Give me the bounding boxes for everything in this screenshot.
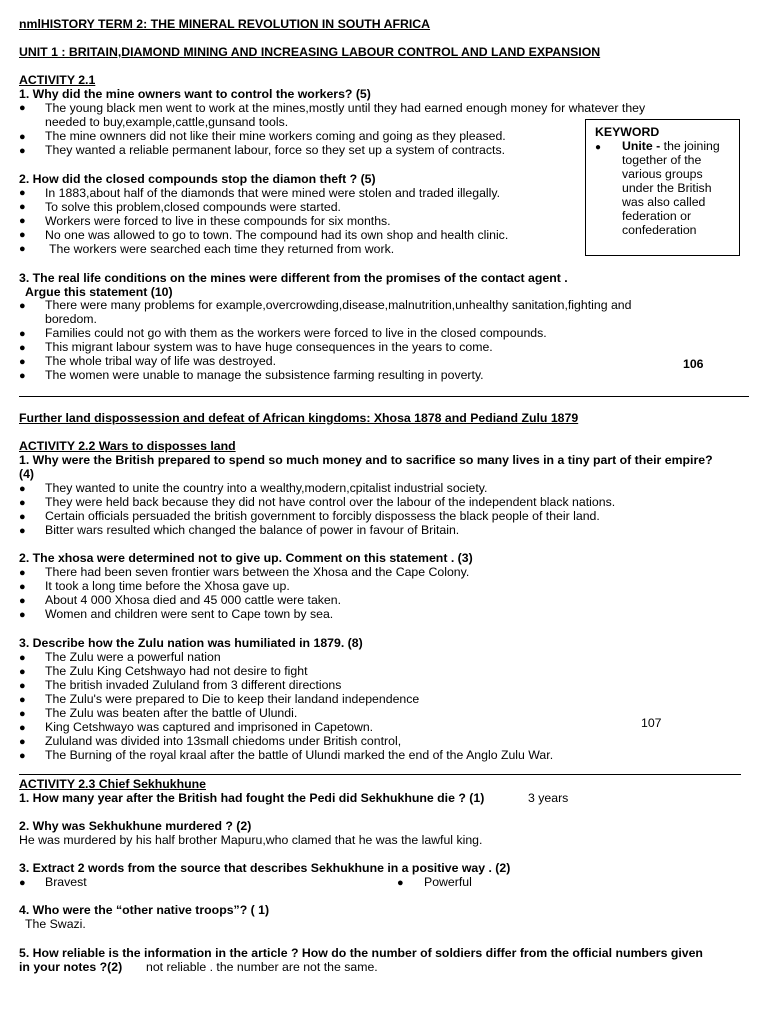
question-continued: (4) xyxy=(19,467,35,481)
section-heading: Further land dispossession and defeat of African kingdoms: Xhosa 1878 and Pediand Zulu 1879 xyxy=(19,411,579,425)
bullet: ● xyxy=(19,694,26,706)
bullet: ● xyxy=(19,145,26,157)
bullet: ● xyxy=(19,342,26,354)
bullet: ● xyxy=(19,215,26,227)
bullet: ● xyxy=(19,666,26,678)
answer-item: The whole tribal way of life was destroyed. xyxy=(45,354,277,368)
question: 2. The xhosa were determined not to give up. Comment on this statement . (3) xyxy=(19,551,473,565)
answer-item: Zululand was divided into 13small chiedoms under British control, xyxy=(45,734,402,748)
answer-text: not reliable . the number are not the same. xyxy=(146,960,378,974)
answer-item: They wanted to unite the country into a wealthy,modern,cpitalist industrial society. xyxy=(45,481,488,495)
bullet: ● xyxy=(19,750,26,762)
bullet: ● xyxy=(19,370,26,382)
keyword-term: Unite - xyxy=(622,139,664,153)
answer-item: Bitter wars resulted which changed the balance of power in favour of Britain. xyxy=(45,523,460,537)
question: 2. How did the closed compounds stop the diamon theft ? (5) xyxy=(19,172,376,186)
answer-item: The workers were searched each time they returned from work. xyxy=(49,242,395,256)
answer-item: To solve this problem,closed compounds were started. xyxy=(45,200,341,214)
activity-heading: ACTIVITY 2.1 xyxy=(19,73,96,87)
bullet: ● xyxy=(19,229,26,241)
question: 5. How reliable is the information in the article ? How do the number of soldiers differ from the official numbers given xyxy=(19,946,703,960)
answer-item: There were many problems for example,overcrowding,disease,malnutrition,unhealthy sanitation,fighting and xyxy=(45,298,632,312)
keyword-line: together of the xyxy=(622,153,702,167)
keyword-line: was also called xyxy=(622,195,706,209)
keyword-line: confederation xyxy=(622,223,697,237)
keyword-line: various groups xyxy=(622,167,703,181)
answer-item: About 4 000 Xhosa died and 45 000 cattle were taken. xyxy=(45,593,342,607)
answer-item: The Zulu King Cetshwayo had not desire to fight xyxy=(45,664,308,678)
question: 1. How many year after the British had fought the Pedi did Sekhukhune die ? (1) xyxy=(19,791,485,805)
bullet: ● xyxy=(19,497,26,509)
answer-item: Bravest xyxy=(45,875,87,889)
bullet: ● xyxy=(19,511,26,523)
answer-item: Women and children were sent to Cape town by sea. xyxy=(45,607,334,621)
bullet: ● xyxy=(19,609,26,621)
activity-heading: ACTIVITY 2.3 Chief Sekhukhune xyxy=(19,777,206,791)
bullet: ● xyxy=(19,722,26,734)
bullet: ● xyxy=(19,877,26,889)
answer-item: It took a long time before the Xhosa gave up. xyxy=(45,579,290,593)
answer-item: King Cetshwayo was captured and imprisoned in Capetown. xyxy=(45,720,374,734)
question: 1. Why did the mine owners want to control the workers? (5) xyxy=(19,87,371,101)
answer-item: The Burning of the royal kraal after the battle of Ulundi marked the end of the Anglo Zulu War. xyxy=(45,748,554,762)
answer-text: 3 years xyxy=(528,791,569,805)
answer-text: He was murdered by his half brother Mapuru,who clamed that he was the lawful king. xyxy=(19,833,483,847)
page-number: 107 xyxy=(641,716,662,730)
answer-text: The Swazi. xyxy=(25,917,86,931)
answer-item: They wanted a reliable permanent labour, force so they set up a system of contracts. xyxy=(45,143,506,157)
answer-item: Powerful xyxy=(424,875,472,889)
question: 4. Who were the “other native troops”? ( 1) xyxy=(19,903,270,917)
answer-item: This migrant labour system was to have huge consequences in the years to come. xyxy=(45,340,493,354)
answer-item: They were held back because they did not have control over the labour of the independent black nations. xyxy=(45,495,616,509)
answer-item: In 1883,about half of the diamonds that were mined were stolen and traded illegally. xyxy=(45,186,501,200)
question: 3. Extract 2 words from the source that describes Sekhukhune in a positive way . (2) xyxy=(19,861,511,875)
bullet: ● xyxy=(19,243,26,255)
answer-item: No one was allowed to go to town. The compound had its own shop and health clinic. xyxy=(45,228,509,242)
answer-item: needed to buy,example,cattle,gunsand tools. xyxy=(45,115,289,129)
question: 3. The real life conditions on the mines were different from the promises of the contact agent . xyxy=(19,271,568,285)
question-continued: in your notes ?(2) xyxy=(19,960,123,974)
bullet: ● xyxy=(19,300,26,312)
bullet: ● xyxy=(19,201,26,213)
bullet: ● xyxy=(19,581,26,593)
question-continued: Argue this statement (10) xyxy=(25,285,173,299)
bullet: ● xyxy=(19,567,26,579)
answer-item: The Zulu were a powerful nation xyxy=(45,650,221,664)
bullet: ● xyxy=(595,142,602,153)
answer-item: Workers were forced to live in these compounds for six months. xyxy=(45,214,391,228)
page-divider xyxy=(19,396,749,397)
answer-item: The Zulu was beaten after the battle of Ulundi. xyxy=(45,706,298,720)
answer-item: The Zulu's were prepared to Die to keep their landand independence xyxy=(45,692,420,706)
question: 1. Why were the British prepared to spend so much money and to sacrifice so many lives in a tiny part of their empire? xyxy=(19,453,713,467)
answer-item: The young black men went to work at the mines,mostly until they had earned enough money for whatever they xyxy=(45,101,646,115)
keyword-box xyxy=(585,119,740,256)
keyword-definition xyxy=(622,139,720,153)
unit-heading: UNIT 1 : BRITAIN,DIAMOND MINING AND INCREASING LABOUR CONTROL AND LAND EXPANSION xyxy=(19,45,601,59)
bullet: ● xyxy=(19,131,26,143)
page-number: 106 xyxy=(683,357,704,371)
bullet: ● xyxy=(397,877,404,889)
keyword-line: federation or xyxy=(622,209,692,223)
page-divider xyxy=(19,774,741,775)
answer-item: The mine ownners did not like their mine workers coming and going as they pleased. xyxy=(45,129,506,143)
keyword-line: the joining xyxy=(663,139,720,153)
bullet: ● xyxy=(19,595,26,607)
page-title: nmlHISTORY TERM 2: THE MINERAL REVOLUTION IN SOUTH AFRICA xyxy=(19,17,431,31)
answer-item: Families could not go with them as the workers were forced to live in the closed compounds. xyxy=(45,326,547,340)
answer-item: The british invaded Zululand from 3 different directions xyxy=(45,678,342,692)
bullet: ● xyxy=(19,525,26,537)
bullet: ● xyxy=(19,652,26,664)
bullet: ● xyxy=(19,356,26,368)
answer-item: There had been seven frontier wars between the Xhosa and the Cape Colony. xyxy=(45,565,470,579)
bullet: ● xyxy=(19,328,26,340)
keyword-title: KEYWORD xyxy=(595,125,660,139)
keyword-line: under the British xyxy=(622,181,712,195)
bullet: ● xyxy=(19,102,26,114)
answer-item: The women were unable to manage the subsistence farming resulting in poverty. xyxy=(45,368,484,382)
bullet: ● xyxy=(19,708,26,720)
bullet: ● xyxy=(19,483,26,495)
question: 3. Describe how the Zulu nation was humiliated in 1879. (8) xyxy=(19,636,363,650)
activity-heading: ACTIVITY 2.2 Wars to disposses land xyxy=(19,439,236,453)
answer-item: boredom. xyxy=(45,312,97,326)
question: 2. Why was Sekhukhune murdered ? (2) xyxy=(19,819,252,833)
bullet: ● xyxy=(19,187,26,199)
bullet: ● xyxy=(19,680,26,692)
bullet: ● xyxy=(19,736,26,748)
answer-item: Certain officials persuaded the british government to forcibly dispossess the black people of their land. xyxy=(45,509,600,523)
